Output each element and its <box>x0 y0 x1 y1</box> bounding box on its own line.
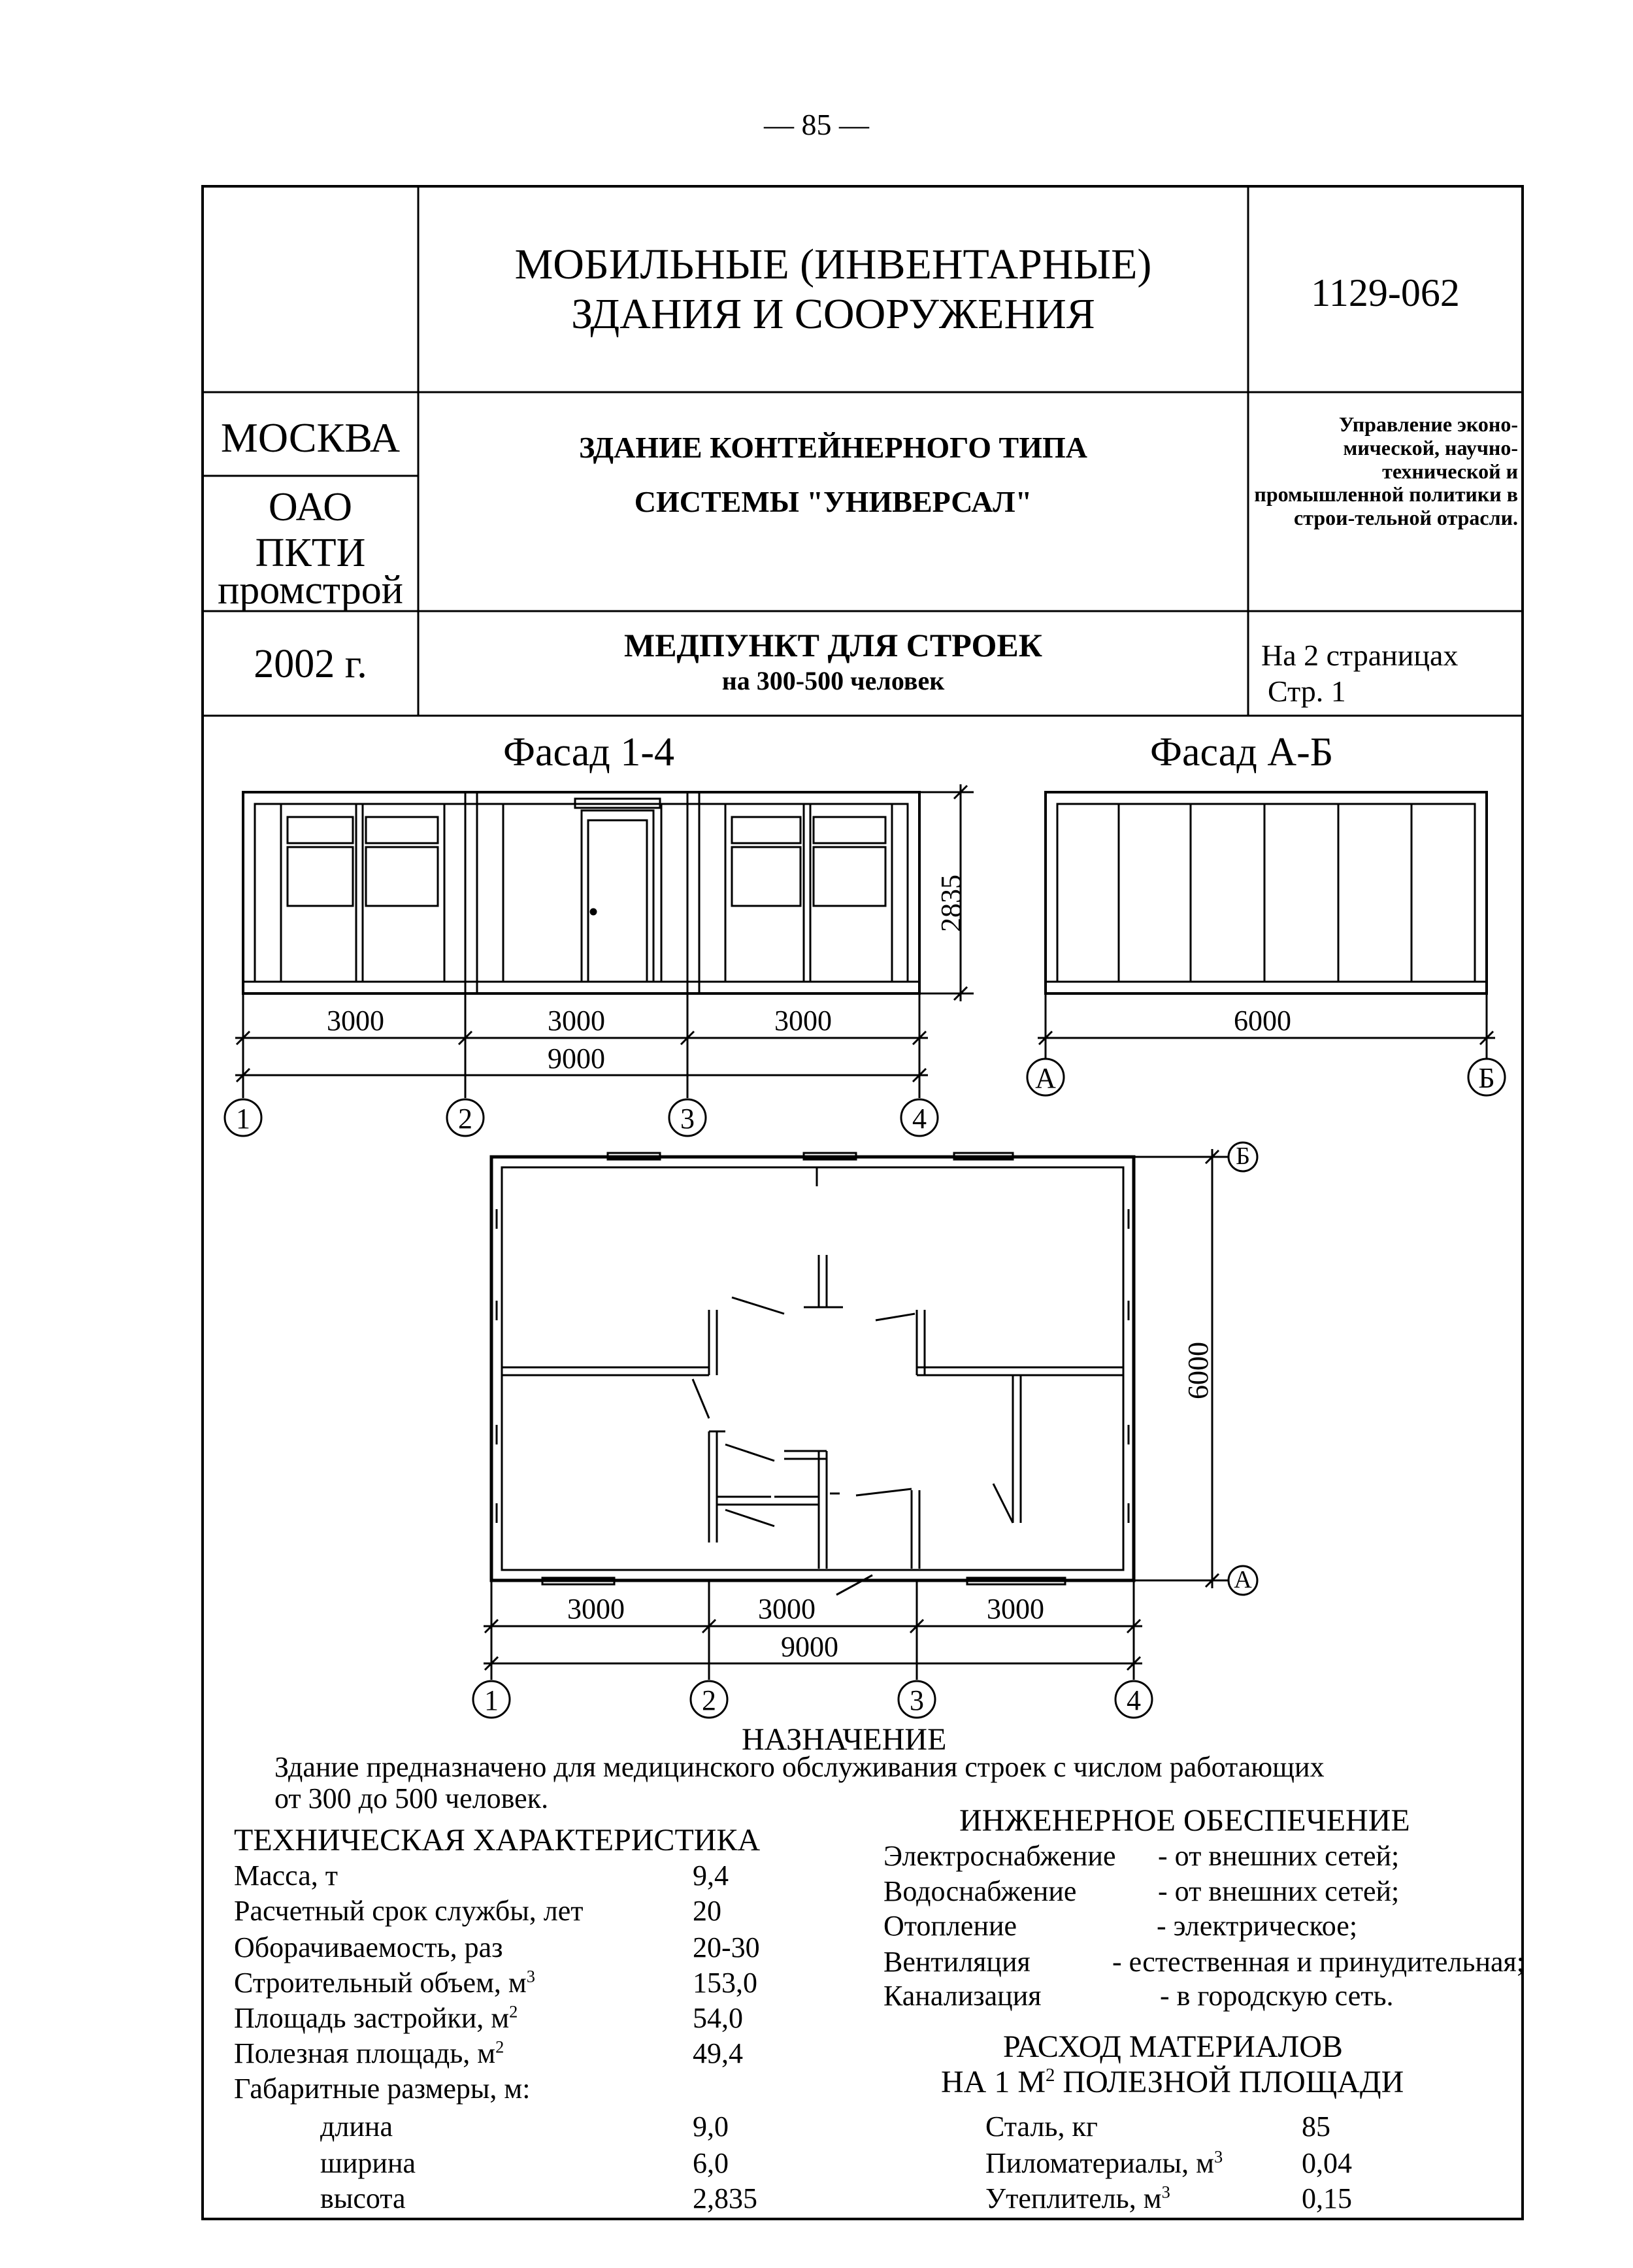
engineering-row-value: - естественная и принудительная; <box>1112 1946 1525 1978</box>
facade-1-4-title: Фасад 1-4 <box>503 730 674 775</box>
facade-module-dim: 3000 <box>774 1005 832 1037</box>
engineering-row-label: Отопление <box>883 1910 1017 1942</box>
materials-row-value: 85 <box>1302 2110 1330 2143</box>
materials-row-value: 0,15 <box>1302 2182 1352 2214</box>
tech-row-label-text: длина <box>320 2110 393 2143</box>
tech-row-value: 20 <box>693 1895 721 1927</box>
org-line2: ПКТИ <box>255 531 366 575</box>
axis-label: 1 <box>484 1684 499 1716</box>
facade-a-b-title: Фасад А-Б <box>1150 730 1334 775</box>
doc-title-line2: ЗДАНИЯ И СООРУЖЕНИЯ <box>571 290 1095 338</box>
tech-row-label-text: Габаритные размеры, м: <box>234 2073 531 2105</box>
org-line1: ОАО <box>268 485 353 529</box>
plan-module-dim: 3000 <box>567 1593 625 1625</box>
page-index: Стр. 1 <box>1268 675 1346 708</box>
facade-1-4-drawing <box>225 784 974 1136</box>
subject-line2: СИСТЕМЫ "УНИВЕРСАЛ" <box>634 485 1032 518</box>
engineering-row-label: Канализация <box>883 1980 1042 2012</box>
facade-total-dim: 9000 <box>548 1042 605 1075</box>
facade-module-dim: 3000 <box>327 1005 384 1037</box>
tech-row-label-text: Полезная площадь, м <box>234 2037 496 2069</box>
tech-row-label <box>234 1966 535 1999</box>
plan-module-dim: 3000 <box>758 1593 816 1625</box>
tech-row-value: 153,0 <box>693 1967 757 1999</box>
materials-row-unit-sup: 3 <box>1161 2182 1170 2202</box>
tech-row-value: 9,0 <box>693 2110 729 2143</box>
tech-heading: ТЕХНИЧЕСКАЯ ХАРАКТЕРИСТИКА <box>234 1823 761 1858</box>
axis-label: 2 <box>702 1684 716 1716</box>
axis-label: Б <box>1478 1062 1495 1094</box>
axis-label: 2 <box>458 1103 472 1135</box>
tech-row-unit-sup: 3 <box>526 1966 535 1986</box>
plan-total-dim: 9000 <box>781 1631 838 1663</box>
tech-row-value: 54,0 <box>693 2002 743 2034</box>
tech-row-label-text: Масса, т <box>234 1859 338 1892</box>
materials-row-label <box>985 2112 1098 2141</box>
tech-row-label-text: Оборачиваемость, раз <box>234 1931 503 1963</box>
plan-module-dim: 3000 <box>987 1593 1044 1625</box>
tech-row-value: 6,0 <box>693 2147 729 2179</box>
tech-row-value: 20-30 <box>693 1931 760 1963</box>
tech-row-label <box>234 2001 518 2034</box>
purpose-text-line1: Здание предназначено для медицинского обслуживания строек с числом работающих <box>274 1751 1325 1783</box>
year: 2002 г. <box>254 642 367 686</box>
materials-row-label-text: Сталь, кг <box>985 2110 1098 2143</box>
materials-heading-sup: 2 <box>1046 2065 1055 2086</box>
tech-row-label <box>234 1861 338 1890</box>
facade-a-b-drawing <box>1027 792 1505 1095</box>
engineering-row-label: Электроснабжение <box>883 1840 1116 1872</box>
facade-module-dim: 3000 <box>548 1005 605 1037</box>
plan-side-dim: 6000 <box>1182 1342 1214 1399</box>
object-subtitle: на 300-500 человек <box>721 666 945 695</box>
engineering-row-value: - от внешних сетей; <box>1158 1875 1400 1907</box>
tech-row-label <box>234 1933 503 1962</box>
page-number: — 85 — <box>764 108 869 141</box>
materials-heading-pre: НА 1 М <box>941 2065 1046 2099</box>
tech-row-label <box>234 2075 531 2103</box>
axis-label: 4 <box>1127 1684 1141 1716</box>
materials-row-label-text: Утеплитель, м <box>985 2182 1162 2214</box>
engineering-row-label: Вентиляция <box>883 1946 1031 1978</box>
engineering-row-value: - электрическое; <box>1157 1910 1358 1942</box>
axis-label: А <box>1234 1566 1252 1593</box>
tech-row-label <box>320 2149 416 2178</box>
tech-row-unit-sup: 2 <box>495 2037 504 2057</box>
materials-row-value: 0,04 <box>1302 2147 1352 2179</box>
tech-row-label <box>234 1897 584 1926</box>
facade-ab-total-dim: 6000 <box>1234 1005 1291 1037</box>
org-line3: промстрой <box>218 568 403 612</box>
axis-label: Б <box>1236 1142 1250 1170</box>
purpose-text-line2: от 300 до 500 человек. <box>274 1782 549 1814</box>
axis-label: А <box>1035 1062 1056 1094</box>
tech-row-label-text: Площадь застройки, м <box>234 2002 510 2034</box>
engineering-heading: ИНЖЕНЕРНОЕ ОБЕСПЕЧЕНИЕ <box>959 1803 1410 1838</box>
engineering-row-value: - от внешних сетей; <box>1158 1840 1400 1872</box>
doc-title-line1: МОБИЛЬНЫЕ (ИНВЕНТАРНЫЕ) <box>514 241 1152 288</box>
engineering-row-label: Водоснабжение <box>883 1875 1077 1907</box>
purpose-heading: НАЗНАЧЕНИЕ <box>742 1722 947 1757</box>
doc-code: 1129-062 <box>1311 271 1460 314</box>
axis-label: 3 <box>910 1684 924 1716</box>
axis-label: 4 <box>912 1103 927 1135</box>
object-title: МЕДПУНКТ ДЛЯ СТРОЕК <box>624 627 1042 663</box>
materials-row-label <box>985 2184 1170 2213</box>
tech-row-value: 9,4 <box>693 1859 729 1892</box>
facade-height-dim: 2835 <box>935 875 967 932</box>
engineering-row-value: - в городскую сеть. <box>1160 1980 1394 2012</box>
materials-heading-line1: РАСХОД МАТЕРИАЛОВ <box>1003 2029 1343 2064</box>
tech-row-value: 49,4 <box>693 2037 743 2069</box>
department: Управление эконо-мической, научно-технической и промышленной политики в строи-тельной отрасли. <box>1254 412 1518 530</box>
axis-label: 1 <box>236 1103 250 1135</box>
floor-plan-drawing <box>473 1142 1257 1718</box>
materials-row-unit-sup: 3 <box>1213 2146 1223 2167</box>
axis-label: 3 <box>680 1103 695 1135</box>
tech-row-label <box>234 2039 504 2068</box>
subject-line1: ЗДАНИЕ КОНТЕЙНЕРНОГО ТИПА <box>579 431 1087 464</box>
tech-row-label-text: высота <box>320 2182 406 2214</box>
materials-row-label-text: Пиломатериалы, м <box>985 2147 1214 2179</box>
tech-row-label <box>320 2112 393 2141</box>
city: МОСКВА <box>220 414 401 461</box>
materials-heading-line2 <box>941 2067 1404 2098</box>
materials-row-label <box>985 2146 1223 2179</box>
tech-row-label <box>320 2184 406 2213</box>
tech-row-label-text: Расчетный срок службы, лет <box>234 1895 584 1927</box>
pages-count: На 2 страницах <box>1261 639 1459 672</box>
tech-row-label-text: ширина <box>320 2147 416 2179</box>
tech-row-value: 2,835 <box>693 2182 757 2214</box>
tech-row-unit-sup: 2 <box>509 2001 518 2022</box>
tech-row-label-text: Строительный объем, м <box>234 1967 527 1999</box>
materials-heading-post: ПОЛЕЗНОЙ ПЛОЩАДИ <box>1055 2065 1404 2099</box>
